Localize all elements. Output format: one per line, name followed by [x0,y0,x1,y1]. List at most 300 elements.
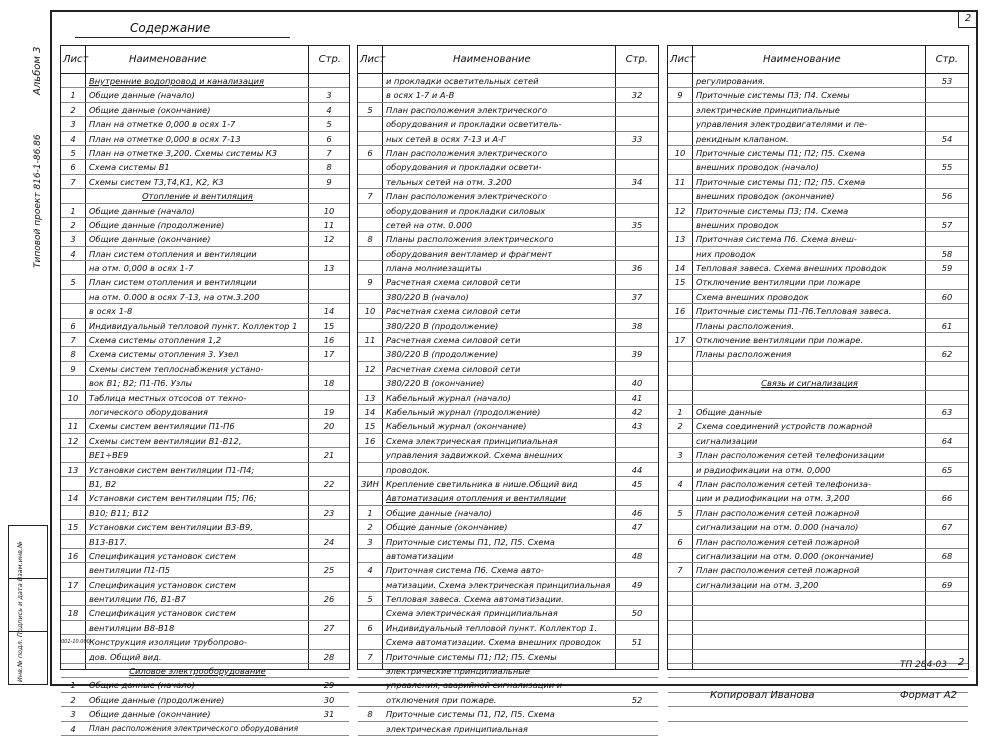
row-sheet-number: 7 [70,176,76,187]
contents-row [358,405,658,419]
row-page: 30 [323,694,335,705]
row-sheet-number: 9 [367,277,373,288]
row-sheet-number: 8 [70,349,76,360]
row-page: 34 [631,176,643,187]
row-sheet-number: 10 [364,306,376,317]
contents-row [358,535,658,549]
row-page: 35 [631,219,643,230]
row-sheet-number: 17 [67,579,79,590]
row-name: Приточные системы П1; П2; П5. Схемы [386,651,557,662]
row-name: вок В1; В2; П1-П6. Узлы [89,378,193,389]
row-sheet-number: 9 [677,90,683,101]
row-name: 380/220 В (окончание) [386,378,485,389]
contents-row [61,88,349,102]
contents-row [668,204,968,218]
row-name: электрические принципиальные [386,666,530,677]
row-page: 3 [326,90,332,101]
row-page: 27 [323,622,335,633]
row-name: Общие данные (начало) [89,680,195,691]
row-sheet-number: 5 [367,594,373,605]
row-sheet-number: 7 [70,335,76,346]
row-page: 45 [631,478,643,489]
row-page: 14 [323,306,335,317]
contents-row [668,707,968,721]
row-name: Планы расположения. [696,320,795,331]
contents-row [358,664,658,678]
contents-row [61,232,349,246]
contents-row [358,563,658,577]
row-name: План на отметке 0,000 в осях 1-7 [89,119,236,130]
row-name: Кабельный журнал (начало) [386,392,511,403]
row-name: Общие данные (окончание) [386,522,508,533]
contents-row [668,232,968,246]
row-name: Отключение вентиляции при пожаре [696,277,861,288]
row-name: План систем отопления и вентиляции [89,277,257,288]
header-sheet: Лист [360,54,386,65]
contents-row [61,635,349,649]
contents-row [358,160,658,174]
contents-row [668,520,968,534]
row-sheet-number: 10 [67,392,79,403]
row-name: ВЕ1÷ВЕ9 [89,450,129,461]
row-name: План на отметке 3,200. Схемы системы К3 [89,147,278,158]
contents-row [358,621,658,635]
contents-row [358,175,658,189]
contents-row [61,606,349,620]
row-name: Тепловая завеса. Схема внешних проводок [696,263,887,274]
row-name: в осях 1-7 и А-В [386,90,455,101]
row-sheet-number: 6 [367,622,373,633]
row-name: Схемы систем вентиляции П1-П6 [89,421,235,432]
row-sheet-number: 001-10.000 [61,639,90,646]
row-page: 19 [323,406,335,417]
row-page: 68 [941,550,953,561]
contents-row [358,434,658,448]
row-name: 380/220 В (продолжение) [386,349,499,360]
contents-row [61,319,349,333]
contents-row [61,563,349,577]
contents-row [61,520,349,534]
row-name: Приточные системы П1, П2, П5. Схема [386,709,555,720]
row-name: Схемы систем Т3,Т4,К1, К2, К3 [89,176,224,187]
header-name: Наименование [763,54,841,65]
row-sheet-number: 16 [67,550,79,561]
contents-row [61,664,349,678]
row-name: электрическая принципиальная [386,723,528,734]
row-page: 50 [631,608,643,619]
contents-row [358,132,658,146]
row-name: в осях 1-8 [89,306,133,317]
row-name: План расположения сетей пожарной [696,507,860,518]
row-sheet-number: 5 [367,104,373,115]
contents-rows [358,74,658,736]
row-sheet-number: 13 [674,234,686,245]
row-page: 22 [323,478,335,489]
row-sheet-number: 10 [674,147,686,158]
row-name: Спецификация установок систем [89,608,236,619]
contents-row [668,549,968,563]
row-name: Спецификация установок систем [89,550,236,561]
row-page: 15 [323,320,335,331]
row-name: 380/220 В (продолжение) [386,320,499,331]
row-page: 13 [323,263,335,274]
header-sheet: Лист [63,54,89,65]
row-name: управления электродвигателями и пе- [696,119,868,130]
footer-page-number: 2 [958,657,965,668]
row-sheet-number: 15 [364,421,376,432]
contents-row [668,592,968,606]
row-page: 49 [631,579,643,590]
row-name: Общие данные (продолжение) [89,219,225,230]
contents-row [358,549,658,563]
contents-row [668,319,968,333]
row-name: Схема электрическая принципиальная [386,435,558,446]
row-sheet-number: 5 [70,277,76,288]
row-page: 26 [323,594,335,605]
contents-row [61,204,349,218]
row-sheet-number: 3 [70,234,76,245]
row-sheet-number: 18 [67,608,79,619]
row-sheet-number: 6 [70,162,76,173]
contents-row [61,132,349,146]
contents-row [358,275,658,289]
contents-row [668,347,968,361]
row-page: 9 [326,176,332,187]
row-name: отключения при пожаре. [386,694,497,705]
contents-row [668,160,968,174]
row-sheet-number: 4 [70,248,76,259]
row-name: План расположения сетей пожарной [696,536,860,547]
contents-row [61,707,349,721]
page-title: Содержание [130,21,211,35]
row-name: плана молниезащиты [386,263,482,274]
contents-row [668,88,968,102]
contents-row [668,290,968,304]
row-page: 53 [941,76,953,86]
row-name: Схема системы отопления 1,2 [89,335,222,346]
row-name: План расположения электрического [386,191,548,202]
contents-row [61,376,349,390]
row-name: План расположения электрического оборудования [89,723,299,733]
contents-row [668,635,968,649]
row-name: Приточная система П6. Схема внеш- [696,234,857,245]
row-name: План расположения сетей телефониза- [696,478,871,489]
row-name: Отключение вентиляции при пожаре. [696,335,864,346]
contents-row [358,88,658,102]
row-name: Кабельный журнал (продолжение) [386,406,541,417]
row-page: 5 [326,119,332,130]
row-name: План систем отопления и вентиляции [89,248,257,259]
contents-row [668,434,968,448]
contents-row [358,707,658,721]
contents-row [61,693,349,707]
row-name: Общие данные (начало) [386,507,492,518]
row-name: Схемы систем вентиляции В1-В12, [89,435,242,446]
row-name: ции и радиофикации на отм. 3,200 [696,493,850,504]
row-name: оборудования и прокладки осветитель- [386,119,562,130]
row-page: 23 [323,507,335,518]
row-sheet-number: 1 [70,90,76,101]
row-sheet-number: 1 [70,680,76,691]
contents-row [358,635,658,649]
stamp-label: Инв.№ подл. Подпись и дата Взам.инв.№ [16,541,24,682]
row-sheet-number: 15 [674,277,686,288]
contents-row [61,722,349,736]
contents-row [61,74,349,88]
row-page: 48 [631,550,643,561]
project-label: Типовой проект 816-1-86.86 [33,134,43,268]
row-name: проводок. [386,464,431,475]
row-name: внешних проводок [696,219,779,230]
contents-row [358,578,658,592]
contents-row [61,391,349,405]
contents-row [668,304,968,318]
row-name: Общие данные (окончание) [89,104,211,115]
row-name: ных сетей в осях 7-13 и А-Г [386,133,506,144]
row-name: Схемы систем теплоснабжения устано- [89,363,264,374]
contents-row [358,261,658,275]
row-name: Схема системы В1 [89,162,170,173]
contents-row [668,463,968,477]
contents-row [668,247,968,261]
row-name: Схема системы отопления 3. Узел [89,349,239,360]
row-name: Отопление и вентиляция [142,191,253,202]
contents-row [61,362,349,376]
contents-row [668,362,968,376]
row-name: Установки систем вентиляции П1-П4; [89,464,255,475]
contents-row [358,678,658,692]
contents-row [61,275,349,289]
row-page: 41 [631,392,643,403]
contents-row [61,117,349,131]
contents-row [668,333,968,347]
row-name: Индивидуальный тепловой пункт. Коллектор 1 [89,320,298,331]
row-sheet-number: 11 [364,335,376,346]
contents-row [668,448,968,462]
row-page: 47 [631,522,643,533]
row-sheet-number: 2 [70,694,76,705]
row-sheet-number: 7 [367,651,373,662]
row-page: 20 [323,421,335,432]
row-page: 16 [323,335,335,346]
row-name: Общие данные [696,406,762,417]
row-page: 25 [323,565,335,576]
row-name: Приточные системы П1; П2; П5. Схема [696,176,866,187]
row-page: 65 [941,464,953,475]
row-sheet-number: 4 [367,565,373,576]
row-page: 55 [941,162,953,173]
row-sheet-number: 4 [70,723,76,734]
sheet-number: 2 [958,10,978,28]
row-name: автоматизации [386,550,454,561]
row-name: вентиляции П1-П5 [89,565,171,576]
contents-row [358,117,658,131]
row-name: 380/220 В (начало) [386,291,469,302]
row-name: Схема электрическая принципиальная [386,608,558,619]
contents-row [668,261,968,275]
contents-row [668,419,968,433]
header-sheet: Лист [670,54,696,65]
row-sheet-number: 7 [367,191,373,202]
row-page: 4 [326,104,332,115]
row-name: Установки систем вентиляции П5; П6; [89,493,257,504]
row-page: 33 [631,133,643,144]
contents-row [61,506,349,520]
row-page: 12 [323,234,335,245]
contents-row [358,247,658,261]
row-name: и радиофикации на отм. 0,000 [696,464,831,475]
row-page: 11 [323,219,335,230]
row-sheet-number: 12 [364,363,376,374]
contents-row [61,535,349,549]
row-sheet-number: 11 [67,421,79,432]
contents-row [358,333,658,347]
column-header [358,46,658,74]
row-name: на отм. 0.000 в осях 7-13, на отм.3.200 [89,291,260,302]
contents-row [668,477,968,491]
row-page: 8 [326,162,332,173]
contents-column-2 [357,45,659,734]
row-name: Крепление светильника в нише.Общий вид [386,478,578,489]
row-sheet-number: 7 [677,565,683,576]
row-name: Схема внешних проводок [696,291,809,302]
row-page: 6 [326,133,332,144]
row-sheet-number: 13 [364,392,376,403]
contents-row [61,419,349,433]
row-name: Индивидуальный тепловой пункт. Коллектор 1. [386,622,598,633]
contents-row [61,491,349,505]
row-sheet-number: 1 [70,205,76,216]
contents-row [61,175,349,189]
row-name: В13-В17. [89,536,128,547]
row-sheet-number: 5 [677,507,683,518]
row-page: 51 [631,637,643,648]
contents-row [668,621,968,635]
copied-by: Копировал Иванова [710,690,815,701]
contents-row [61,290,349,304]
contents-rows [61,74,349,736]
row-name: План расположения сетей телефонизации [696,450,885,461]
header-page: Стр. [318,54,341,65]
row-name: Схема соединений устройств пожарной [696,421,873,432]
contents-row [668,391,968,405]
row-sheet-number: 8 [367,709,373,720]
row-sheet-number: 1 [367,507,373,518]
contents-column-1 [60,45,350,734]
row-name: Расчетная схема силовой сети [386,335,521,346]
contents-row [358,391,658,405]
contents-row [668,405,968,419]
row-sheet-number: 2 [367,522,373,533]
document-code: ТП 284-03 [900,660,948,670]
row-name: Силовое электрооборудование [129,666,266,677]
row-name: Конструкция изоляции трубопрово- [89,637,247,648]
row-sheet-number: 6 [677,536,683,547]
row-name: Расчетная схема силовой сети [386,306,521,317]
row-sheet-number: 2 [70,219,76,230]
row-name: оборудования и прокладки освети- [386,162,542,173]
contents-row [668,117,968,131]
row-name: управления, аварийной сигнализации и [386,680,563,691]
row-sheet-number: 8 [367,234,373,245]
row-name: План расположения электрического [386,104,548,115]
header-page: Стр. [625,54,648,65]
row-page: 21 [323,450,335,461]
contents-row [358,520,658,534]
contents-row [668,218,968,232]
contents-row [668,189,968,203]
contents-row [668,275,968,289]
row-name: Общие данные (начало) [89,90,195,101]
row-page: 43 [631,421,643,432]
row-name: сигнализации на отм. 0.000 (окончание) [696,550,875,561]
contents-row [668,491,968,505]
contents-row [358,448,658,462]
row-name: регулирования. [696,76,766,86]
contents-row [668,74,968,88]
row-name: План расположения сетей пожарной [696,565,860,576]
row-sheet-number: 13 [67,464,79,475]
row-name: План на отметке 0,000 в осях 7-13 [89,133,241,144]
row-sheet-number: 12 [67,435,79,446]
row-name: Планы расположения электрического [386,234,554,245]
row-name: сигнализации [696,435,758,446]
row-name: Общие данные (окончание) [89,234,211,245]
row-sheet-number: 1 [677,406,683,417]
contents-row [61,621,349,635]
contents-row [61,261,349,275]
row-page: 58 [941,248,953,259]
row-sheet-number: 2 [70,104,76,115]
row-name: на отм. 0,000 в осях 1-7 [89,263,194,274]
contents-row [358,477,658,491]
row-name: Схема автоматизации. Схема внешних проводок [386,637,602,648]
row-name: Таблица местных отсосов от техно- [89,392,247,403]
row-name: Расчетная схема силовой сети [386,277,521,288]
contents-row [668,103,968,117]
row-name: Связь и сигнализация [761,378,858,389]
row-sheet-number: 12 [674,205,686,216]
row-page: 29 [323,680,335,691]
contents-row [358,606,658,620]
side-stamp [8,525,48,685]
contents-row [358,463,658,477]
row-sheet-number: 15 [67,522,79,533]
row-sheet-number: 4 [70,133,76,144]
contents-row [61,434,349,448]
row-name: сетей на отм. 0.000 [386,219,472,230]
row-name: Тепловая завеса. Схема автоматизации. [386,594,564,605]
contents-row [61,477,349,491]
contents-row [358,103,658,117]
contents-row [358,74,658,88]
contents-row [668,376,968,390]
contents-row [358,290,658,304]
contents-row [61,218,349,232]
contents-row [61,463,349,477]
contents-row [61,650,349,664]
row-name: оборудования вентламер и фрагмент [386,248,553,259]
row-page: 44 [631,464,643,475]
contents-row [61,578,349,592]
contents-row [358,204,658,218]
row-page: 10 [323,205,335,216]
row-name: логического оборудования [89,406,208,417]
row-name: сигнализации на отм. 3,200 [696,579,819,590]
contents-row [61,405,349,419]
row-name: матизации. Схема электрическая принципиальная [386,579,611,590]
row-name: тельных сетей на отм. 3.200 [386,176,512,187]
